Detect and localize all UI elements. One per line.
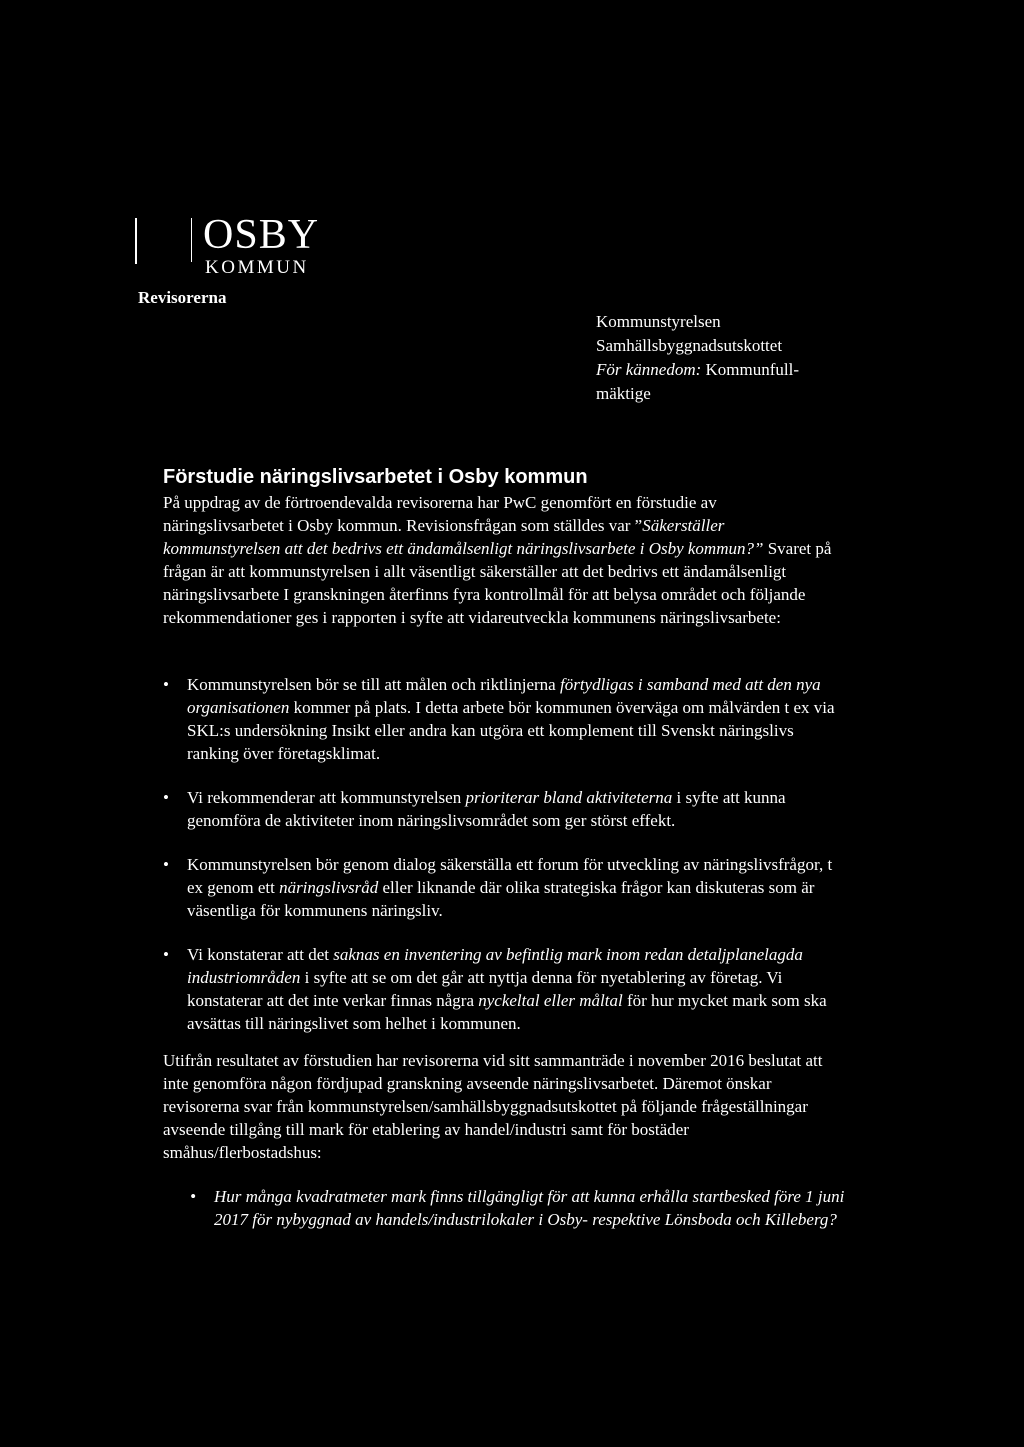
- recommendation-text: Vi rekommenderar att kommunstyrelsen: [187, 788, 466, 807]
- recommendation-text: eller liknande där olika strategiska frågor kan diskuteras som är väsentliga för kommunens näringsliv.: [187, 878, 815, 920]
- recipient-line: Kommunstyrelsen: [596, 312, 721, 331]
- cc-value: Kommunfull-mäktige: [596, 360, 800, 403]
- conclusion-paragraph: Utifrån resultatet av förstudien har revisorerna vid sitt sammanträde i november 2016 beslutat att inte genomföra någon fördjupad granskning avseende näringslivsarbetet. Däremot önskar revisorerna svar från kommunstyrelsen/samhällsbyggnadsutskottet på följande frågeställningar avseende tillgång till mark för etablering av handel/industri samt för bostäder småhus/flerbostadshus:: [163, 1051, 823, 1162]
- question-item: • Hur många kvadratmeter mark finns tillgängligt för att kunna erhålla startbesked före 1 juni 2017 för nybyggnad av handels/industrilokaler i Osby- respektive Lönsboda och Killeberg?: [190, 1185, 860, 1231]
- recommendation-text: Vi konstaterar att det: [187, 945, 334, 964]
- intro-paragraph: [163, 491, 841, 629]
- recommendation-item: [163, 853, 846, 922]
- recommendation-emphasis: nyckeltal eller måltal: [478, 991, 623, 1010]
- recommendation-text: för hur mycket mark som ska avsättas till näringslivet som helhet i kommunen.: [187, 991, 827, 1033]
- recommendation-text: Kommunstyrelsen bör se till att målen och riktlinjerna: [187, 675, 560, 694]
- logo-subtitle: KOMMUN: [205, 257, 309, 278]
- recipient-line: Samhällsbyggnadsutskottet: [596, 336, 783, 355]
- recommendation-item: [163, 673, 846, 765]
- cc-label: För kännedom:: [596, 360, 702, 379]
- logo-divider-left: [135, 218, 137, 264]
- recommendation-text: kommer på plats. I detta arbete bör kommunen överväga om målvärden t ex via SKL:s undersökning Insikt eller andra kan utgöra ett komplement till Svenskt näringslivs ranking över företagsklimat.: [187, 698, 835, 763]
- recommendation-item: [163, 943, 846, 1035]
- department-label: Revisorerna: [138, 288, 227, 307]
- recipients-block: [596, 310, 846, 406]
- intro-text: På uppdrag av de förtroendevalda revisorerna har PwC genomfört en förstudie av näringslivsarbetet i Osby kommun. Revisionsfrågan som ställdes var ”: [163, 493, 717, 535]
- recommendation-text: i syfte att kunna genomföra de aktiviteter inom näringslivsområdet som ger störst effekt.: [187, 788, 786, 830]
- logo-divider-right: [191, 218, 192, 262]
- revision-question: Säkerställer kommunstyrelsen att det bedrivs ett ändamålsenligt näringslivsarbete i Osby kommun?”: [163, 516, 764, 558]
- recommendation-text: i syfte att se om det går att nyttja denna för nyetablering av företag. Vi konstaterar att det inte verkar finnas några: [187, 968, 783, 1010]
- recommendations-list: [163, 673, 846, 1056]
- recommendation-item: [163, 786, 846, 832]
- recipient-cc: [596, 358, 846, 406]
- questions-list: [190, 1185, 860, 1231]
- logo-name: OSBY: [203, 212, 320, 258]
- recommendation-emphasis: näringslivsråd: [279, 878, 379, 897]
- recommendation-emphasis: förtydligas i samband med att den nya organisationen: [187, 675, 821, 717]
- intro-answer: Svaret på frågan är att kommunstyrelsen i allt väsentligt säkerställer att det bedrivs ett ändamålsenligt näringslivsarbete I granskningen återfinns fyra kontrollmål för att belysa området och följande rekommendationer ges i rapporten i syfte att vidareutveckla kommunens näringslivsarbete:: [163, 539, 832, 627]
- document-title: Förstudie näringslivsarbetet i Osby kommun: [163, 466, 588, 488]
- recommendation-emphasis: saknas en inventering av befintlig mark inom redan detaljplanelagda industriområden: [187, 945, 803, 987]
- recommendation-emphasis: prioriterar bland aktiviteterna: [465, 788, 673, 807]
- recommendation-text: Kommunstyrelsen bör genom dialog säkerställa ett forum för utveckling av näringslivsfrågor, t ex genom ett: [187, 855, 833, 897]
